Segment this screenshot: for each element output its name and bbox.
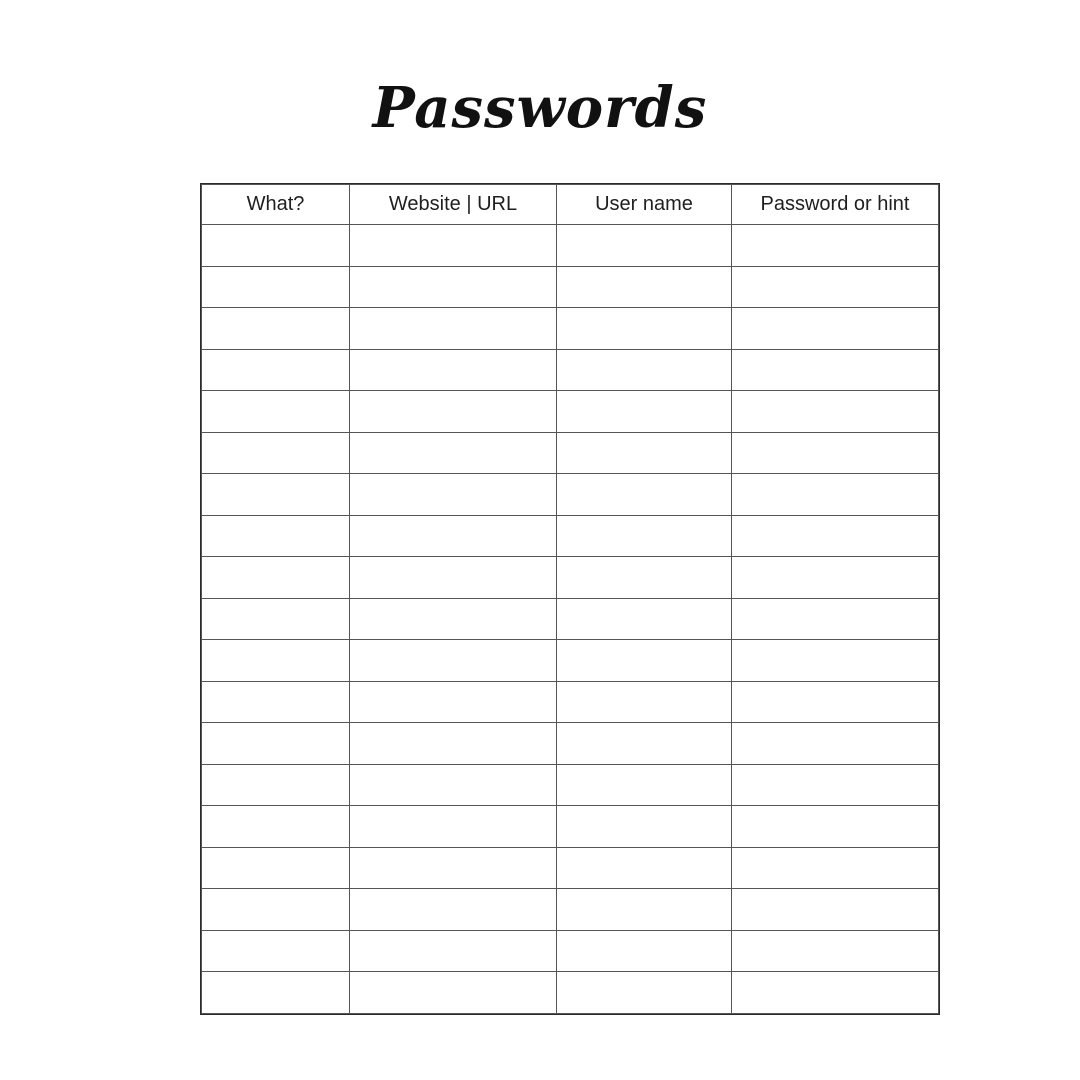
table-cell-what[interactable] (202, 432, 350, 474)
table-cell-username[interactable] (557, 266, 732, 308)
table-row (202, 308, 939, 350)
table-cell-password[interactable] (732, 557, 939, 599)
table-cell-password[interactable] (732, 474, 939, 516)
table-body (202, 225, 939, 1014)
table-cell-username[interactable] (557, 515, 732, 557)
table-cell-what[interactable] (202, 225, 350, 267)
table-row (202, 640, 939, 682)
table-row (202, 764, 939, 806)
table-row (202, 432, 939, 474)
table-row (202, 806, 939, 848)
table-cell-password[interactable] (732, 681, 939, 723)
table-cell-password[interactable] (732, 723, 939, 765)
table-container (201, 184, 938, 980)
table-cell-website[interactable] (350, 847, 557, 889)
page-title: Passwords (372, 75, 708, 141)
table-cell-username[interactable] (557, 349, 732, 391)
table-cell-website[interactable] (350, 764, 557, 806)
password-log-table (201, 184, 939, 1014)
table-cell-password[interactable] (732, 266, 939, 308)
table-cell-website[interactable] (350, 349, 557, 391)
table-cell-password[interactable] (732, 598, 939, 640)
table-row (202, 598, 939, 640)
table-cell-username[interactable] (557, 225, 732, 267)
table-row (202, 681, 939, 723)
table-row (202, 266, 939, 308)
table-cell-username[interactable] (557, 764, 732, 806)
table-cell-password[interactable] (732, 930, 939, 972)
table-row (202, 349, 939, 391)
table-cell-username[interactable] (557, 930, 732, 972)
table-cell-what[interactable] (202, 764, 350, 806)
table-cell-website[interactable] (350, 723, 557, 765)
table-row (202, 847, 939, 889)
table-cell-what[interactable] (202, 889, 350, 931)
table-cell-username[interactable] (557, 640, 732, 682)
table-cell-website[interactable] (350, 308, 557, 350)
table-cell-what[interactable] (202, 474, 350, 516)
table-cell-website[interactable] (350, 474, 557, 516)
table-cell-what[interactable] (202, 308, 350, 350)
table-cell-username[interactable] (557, 308, 732, 350)
table-header (202, 185, 939, 225)
table-cell-password[interactable] (732, 432, 939, 474)
table-cell-username[interactable] (557, 391, 732, 433)
table-cell-username[interactable] (557, 681, 732, 723)
table-row (202, 972, 939, 1014)
table-cell-website[interactable] (350, 930, 557, 972)
table-cell-password[interactable] (732, 391, 939, 433)
table-cell-website[interactable] (350, 598, 557, 640)
table-cell-password[interactable] (732, 640, 939, 682)
table-row (202, 930, 939, 972)
table-row (202, 889, 939, 931)
table-cell-username[interactable] (557, 474, 732, 516)
table-cell-what[interactable] (202, 598, 350, 640)
table-cell-what[interactable] (202, 349, 350, 391)
table-cell-what[interactable] (202, 515, 350, 557)
table-row (202, 515, 939, 557)
table-row (202, 474, 939, 516)
table-cell-password[interactable] (732, 806, 939, 848)
table-cell-password[interactable] (732, 764, 939, 806)
column-header-password: Password or hint (732, 185, 939, 225)
table-row (202, 723, 939, 765)
table-cell-what[interactable] (202, 930, 350, 972)
table-cell-username[interactable] (557, 723, 732, 765)
table-cell-username[interactable] (557, 972, 732, 1014)
table-cell-what[interactable] (202, 972, 350, 1014)
table-cell-website[interactable] (350, 225, 557, 267)
table-row (202, 225, 939, 267)
table-cell-password[interactable] (732, 515, 939, 557)
table-cell-username[interactable] (557, 889, 732, 931)
column-header-website: Website | URL (350, 185, 557, 225)
table-cell-website[interactable] (350, 515, 557, 557)
table-cell-website[interactable] (350, 889, 557, 931)
table-cell-what[interactable] (202, 640, 350, 682)
table-cell-website[interactable] (350, 557, 557, 599)
table-cell-website[interactable] (350, 432, 557, 474)
table-cell-website[interactable] (350, 266, 557, 308)
table-cell-password[interactable] (732, 972, 939, 1014)
table-cell-website[interactable] (350, 640, 557, 682)
table-cell-username[interactable] (557, 432, 732, 474)
table-header-row (202, 185, 939, 225)
table-row (202, 391, 939, 433)
table-cell-website[interactable] (350, 681, 557, 723)
table-cell-what[interactable] (202, 806, 350, 848)
table-cell-password[interactable] (732, 308, 939, 350)
table-row (202, 557, 939, 599)
column-header-what: What? (202, 185, 350, 225)
table-cell-what[interactable] (202, 847, 350, 889)
column-header-username: User name (557, 185, 732, 225)
table-cell-website[interactable] (350, 391, 557, 433)
table-cell-username[interactable] (557, 806, 732, 848)
table-cell-password[interactable] (732, 889, 939, 931)
table-cell-what[interactable] (202, 681, 350, 723)
table-cell-website[interactable] (350, 806, 557, 848)
table-cell-password[interactable] (732, 349, 939, 391)
table-cell-website[interactable] (350, 972, 557, 1014)
table-cell-what[interactable] (202, 557, 350, 599)
table-cell-username[interactable] (557, 557, 732, 599)
table-cell-username[interactable] (557, 598, 732, 640)
table-cell-password[interactable] (732, 847, 939, 889)
table-cell-what[interactable] (202, 266, 350, 308)
table-cell-username[interactable] (557, 847, 732, 889)
table-cell-what[interactable] (202, 723, 350, 765)
table-cell-what[interactable] (202, 391, 350, 433)
table-cell-password[interactable] (732, 225, 939, 267)
